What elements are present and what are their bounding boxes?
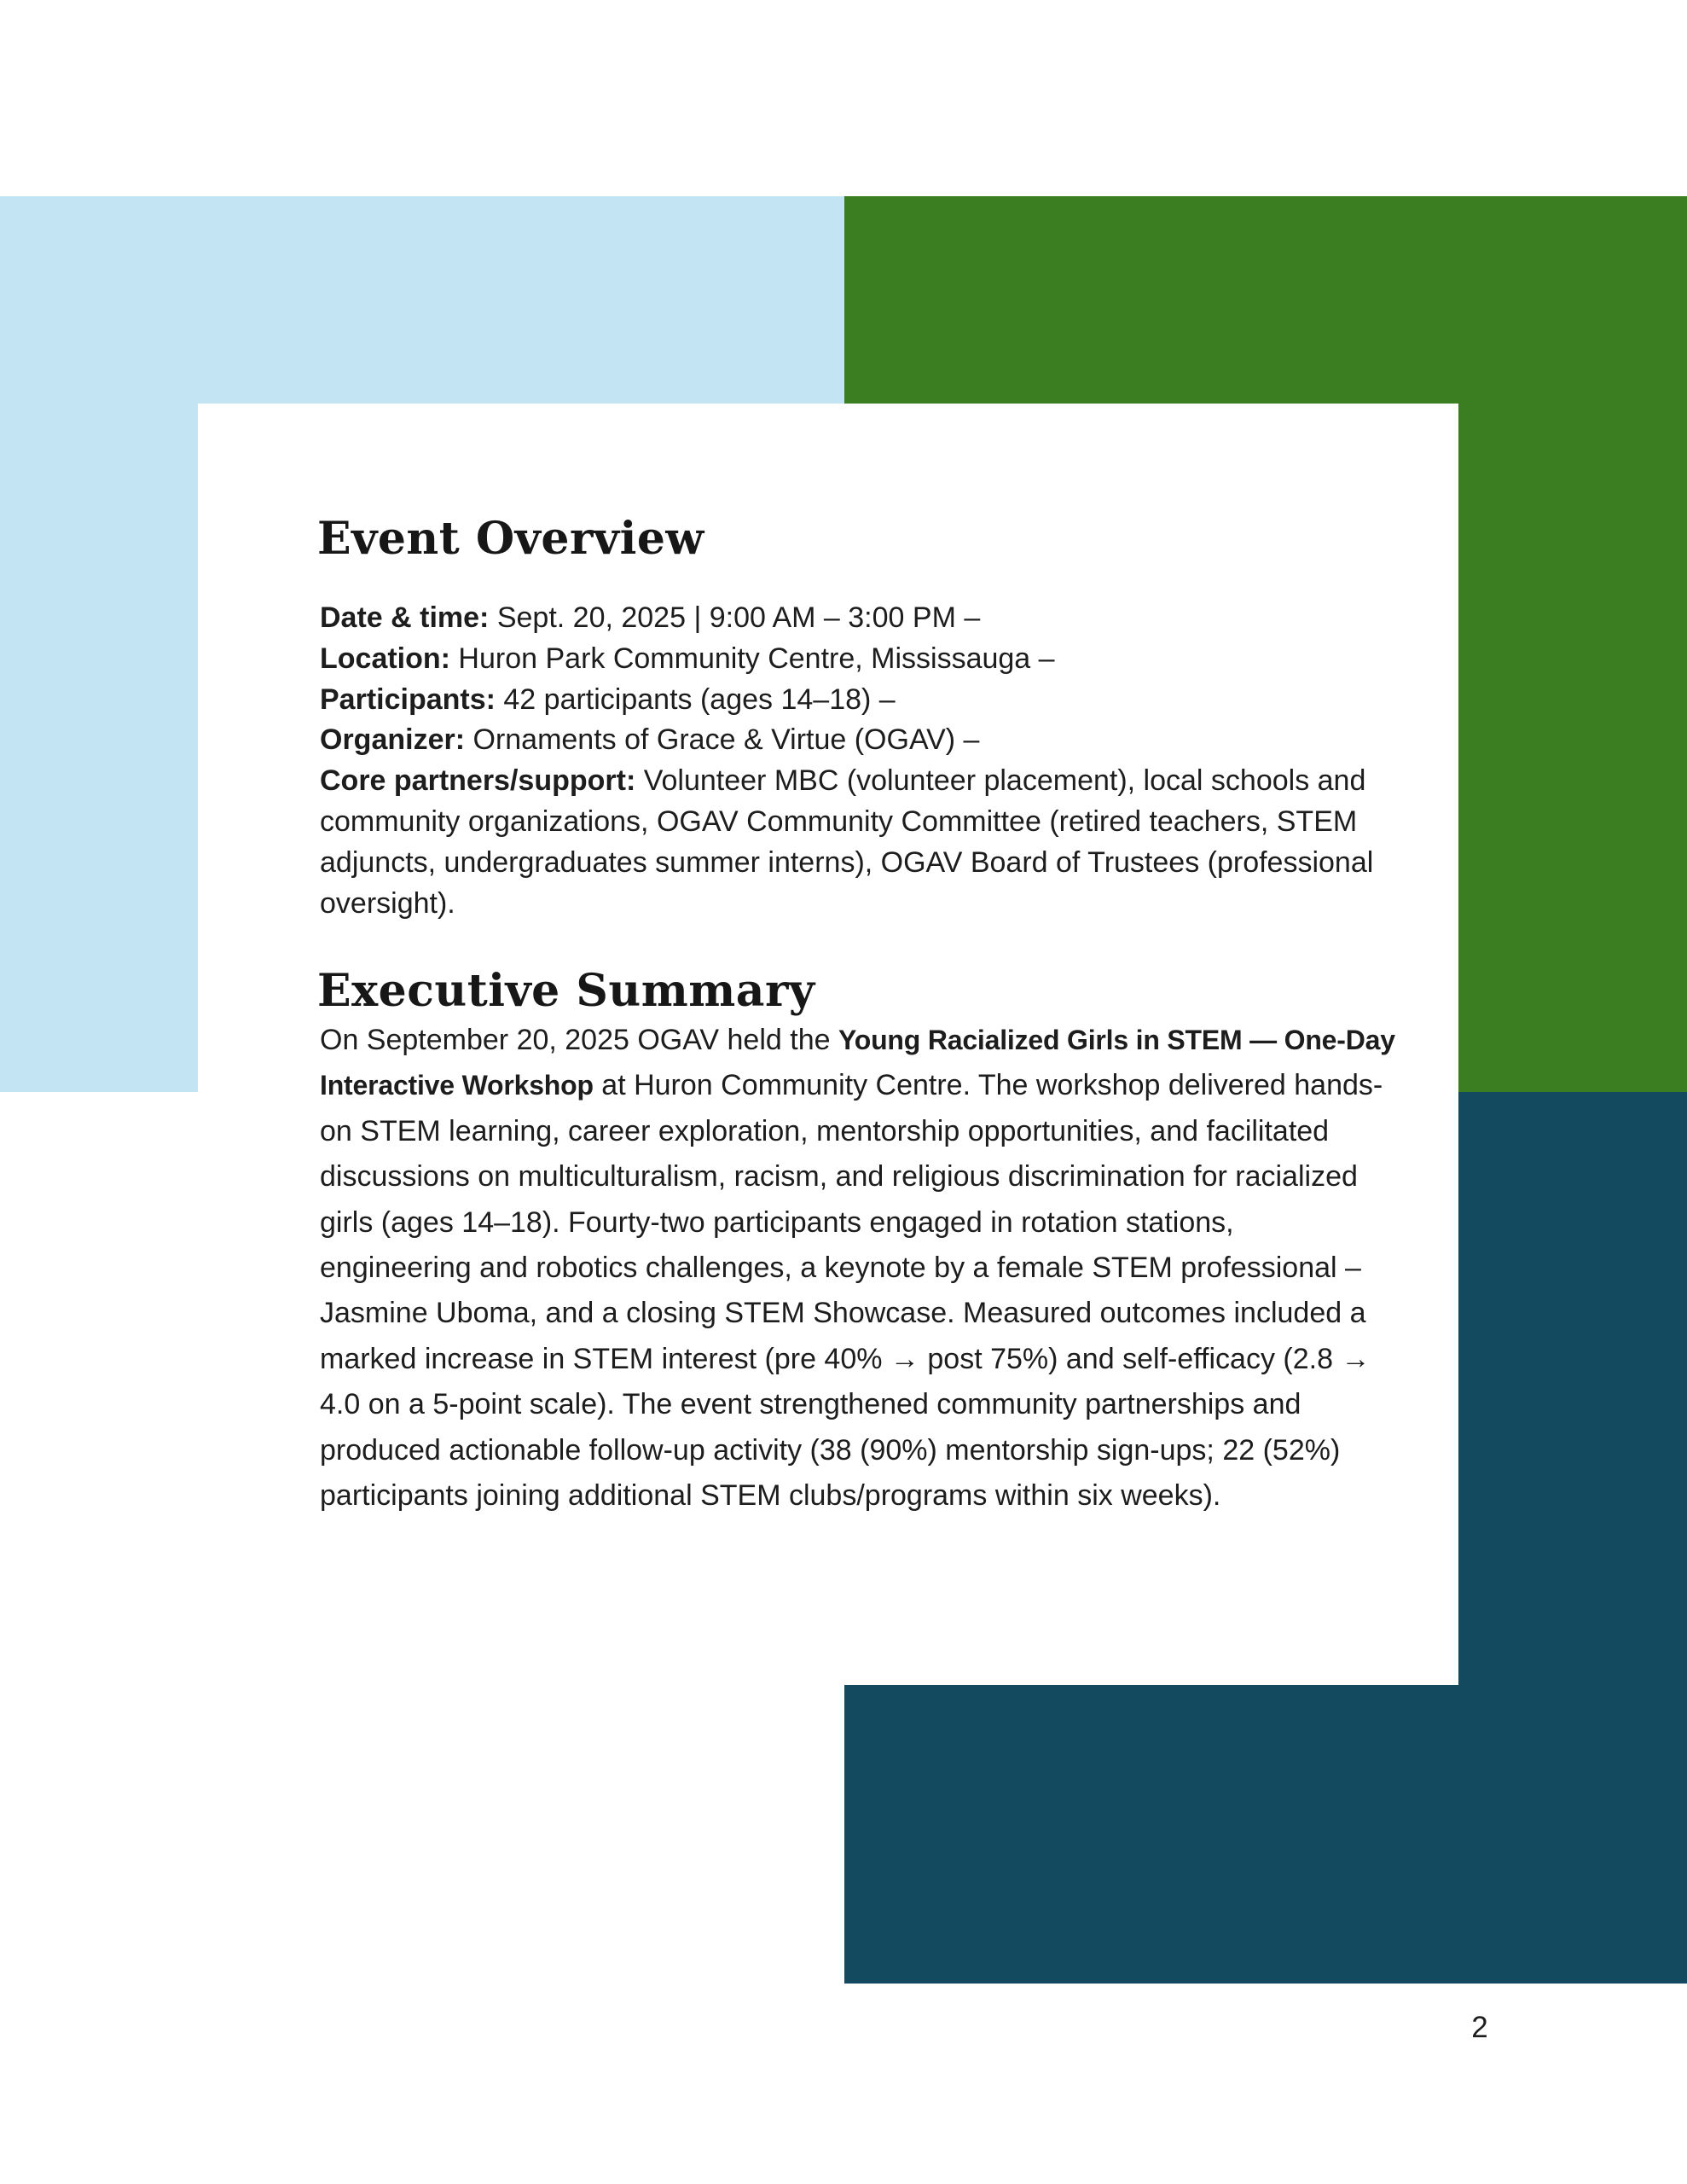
text-line: On September 20, 2025 OGAV held the Young Racialized Girls in STEM — One-Day [320,1024,1395,1056]
text-line: discussions on multiculturalism, racism, and religious discrimination for racialized [320,1160,1358,1194]
event-overview-heading: Event Overview [317,513,704,565]
event-details-block [320,598,1458,924]
text-line: Interactive Workshop at Huron Community Centre. The workshop delivered hands- [320,1069,1383,1102]
text-line: engineering and robotics challenges, a keynote by a female STEM professional – [320,1252,1361,1285]
text-line: participants joining additional STEM clubs/programs within six weeks). [320,1479,1221,1513]
text-line: Organizer: Ornaments of Grace & Virtue (OGAV) – [320,723,980,757]
text-line: adjuncts, undergraduates summer interns), OGAV Board of Trustees (professional [320,845,1374,879]
executive-summary-paragraph [320,1018,1458,1519]
page-number: 2 [1471,2011,1488,2044]
executive-summary-heading: Executive Summary [317,965,815,1017]
text-line: community organizations, OGAV Community Committee (retired teachers, STEM [320,804,1358,838]
text-line: produced actionable follow-up activity (38 (90%) mentorship sign-ups; 22 (52%) [320,1433,1341,1467]
text-line: Participants: 42 participants (ages 14–18) – [320,682,896,716]
text-line: Core partners/support: Volunteer MBC (volunteer placement), local schools and [320,764,1366,798]
text-line: on STEM learning, career exploration, mentorship opportunities, and facilitated [320,1114,1330,1147]
text-line: Jasmine Uboma, and a closing STEM Showcase. Measured outcomes included a [320,1297,1366,1330]
text-line: Date & time: Sept. 20, 2025 | 9:00 AM – 3:00 PM – [320,601,981,634]
text-line: oversight). [320,886,455,920]
text-line: girls (ages 14–18). Fourty-two participants engaged in rotation stations, [320,1205,1234,1239]
text-line: Location: Huron Park Community Centre, Mississauga – [320,642,1055,675]
text-line: marked increase in STEM interest (pre 40% → post 75%) and self-efficacy (2.8 → [320,1342,1371,1375]
text-line: 4.0 on a 5-point scale). The event strengthened community partnerships and [320,1388,1301,1421]
